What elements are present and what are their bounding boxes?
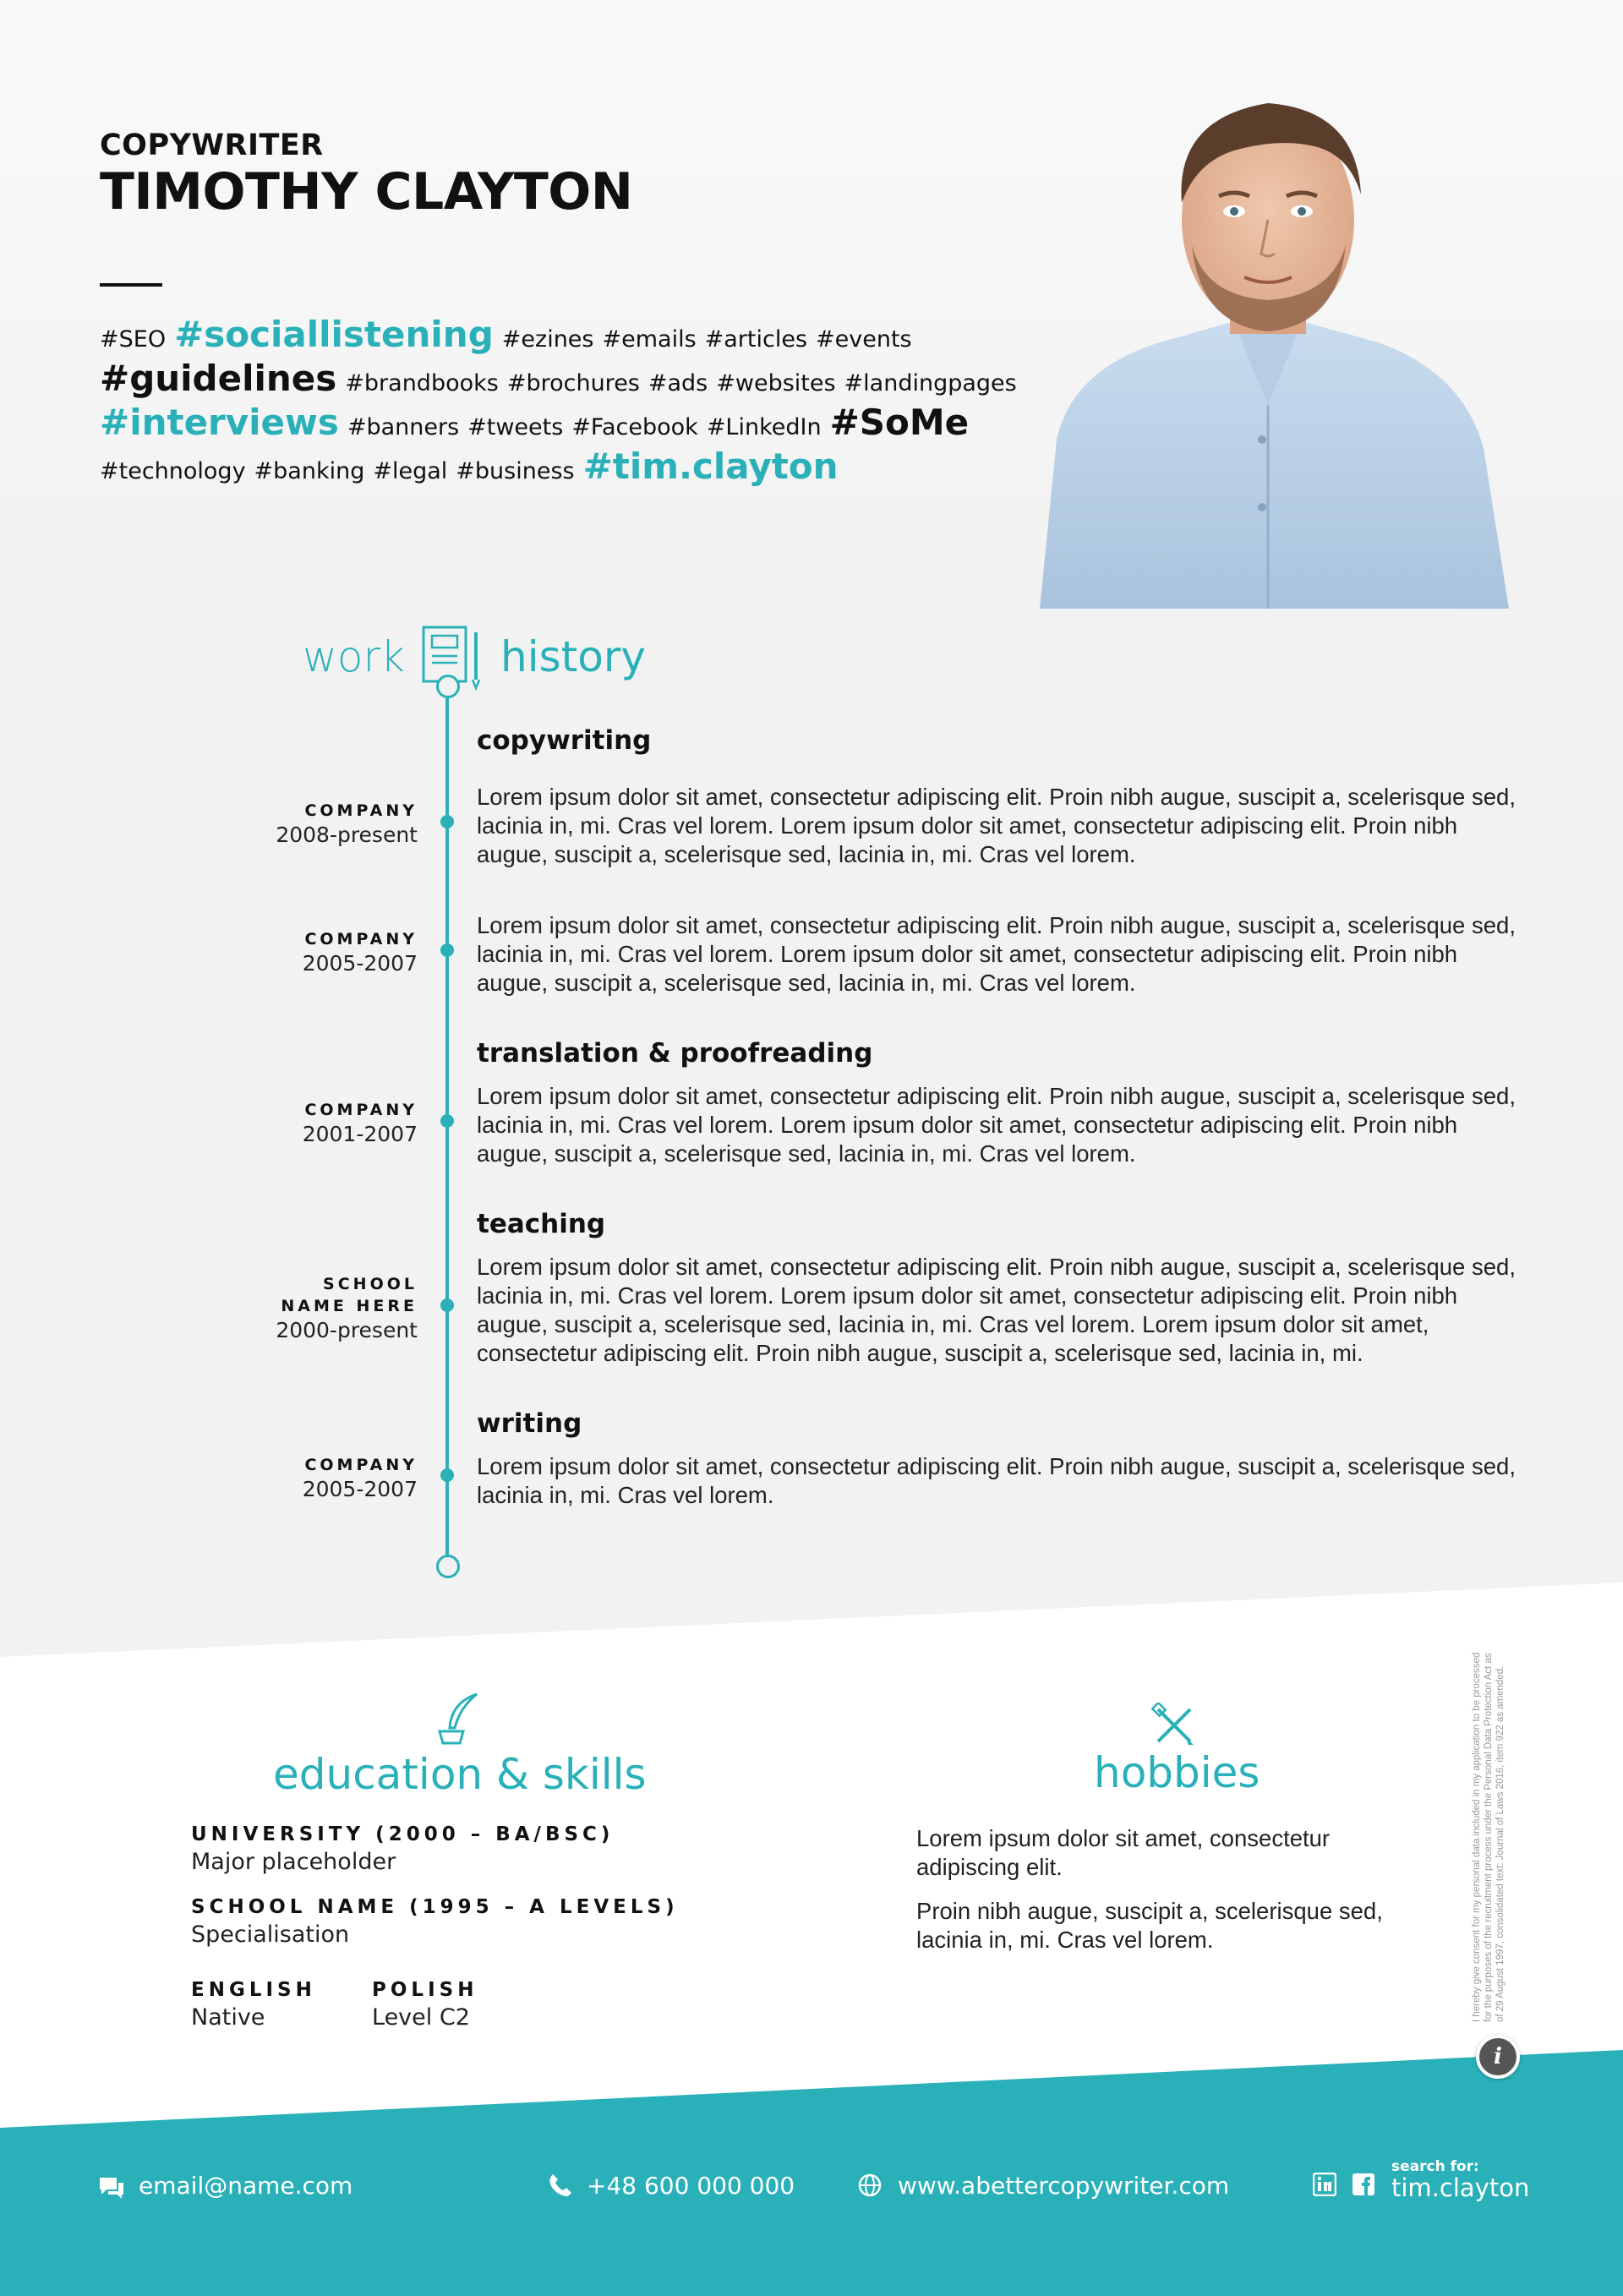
hashtag: #emails [602, 326, 697, 353]
timeline-dot [440, 943, 454, 957]
education-value: Major placeholder [191, 1849, 396, 1875]
timeline-dot [440, 815, 454, 828]
language-level: Level C2 [372, 2004, 470, 2031]
timeline-dot [440, 1468, 454, 1482]
tag-line [100, 401, 1030, 445]
entry-org-label: NAME HERE [281, 1297, 418, 1315]
hashtag: #business [456, 458, 575, 484]
entry-description: Lorem ipsum dolor sit amet, consectetur adipiscing elit. Proin nibh augue, suscipit a, scelerisque sed, lacinia in, mi. Cras vel lorem. Lorem ipsum dolor sit amet, consectetur adipiscing elit. Proin nibh augue, suscipit a, scelerisque sed, lacinia in, mi. Cras vel lorem. [477, 1083, 1516, 1167]
footer-phone[interactable]: +48 600 000 000 [587, 2172, 795, 2200]
entry-meta [303, 1454, 418, 1503]
hashtag: #ads [648, 370, 708, 396]
hashtag: #SEO [100, 326, 167, 353]
education-value: Specialisation [191, 1922, 350, 1948]
timeline-start-ring [436, 675, 460, 698]
hashtag: #brochures [506, 370, 640, 396]
facebook-icon[interactable] [1352, 2173, 1375, 2196]
entry-years: 2005-2007 [302, 951, 418, 976]
chat-icon [98, 2176, 125, 2200]
entry-org-label: SCHOOL [323, 1275, 418, 1293]
tag-line [100, 313, 1030, 357]
language-polish [372, 1976, 478, 2032]
hobbies-paragraph: Proin nibh augue, suscipit a, scelerisque sed, lacinia in, mi. Cras vel lorem. [916, 1898, 1383, 1953]
category-writing: writing [477, 1408, 582, 1439]
entry-meta [276, 1273, 418, 1344]
entry-description: Lorem ipsum dolor sit amet, consectetur adipiscing elit. Proin nibh augue, suscipit a, scelerisque sed, lacinia in, mi. Cras vel lorem. Lorem ipsum dolor sit amet, consectetur adipiscing elit. Proin nibh augue, suscipit a, scelerisque sed, lacinia in, mi. Cras vel lorem. [477, 912, 1516, 996]
hashtag: #brandbooks [345, 370, 499, 396]
linkedin-icon[interactable] [1313, 2173, 1336, 2196]
full-name: TIMOTHY CLAYTON [100, 162, 633, 221]
tag-line [100, 445, 1030, 489]
tools-icon [1151, 1703, 1197, 1748]
hashtag: #Facebook [571, 414, 698, 440]
entry-years: 2001-2007 [302, 1122, 418, 1146]
entry-org-label: COMPANY [304, 930, 418, 948]
entry-meta [303, 1099, 418, 1148]
globe-icon [857, 2173, 883, 2198]
language-label: POLISH [372, 1979, 478, 2001]
entry-description: Lorem ipsum dolor sit amet, consectetur adipiscing elit. Proin nibh augue, suscipit a, scelerisque sed, lacinia in, mi. Cras vel lorem. Lorem ipsum dolor sit amet, consectetur adipiscing elit. Proin nibh augue, suscipit a, scelerisque sed, lacinia in, mi. Cras vel lorem. [477, 784, 1516, 867]
entry-description: Lorem ipsum dolor sit amet, consectetur adipiscing elit. Proin nibh augue, suscipit a, scelerisque sed, lacinia in, mi. Cras vel lorem. Lorem ipsum dolor sit amet, consectetur adipiscing elit. Proin nibh augue, suscipit a, scelerisque sed, lacinia in, mi. Cras vel lorem. Lorem ipsum dolor sit amet, consectetur adipiscing elit. Proin nibh augue, suscipit a, scelerisque sed, lacinia in, mi. [477, 1254, 1516, 1366]
hashtag: #interviews [100, 402, 339, 443]
category-copywriting: copywriting [477, 725, 652, 756]
education-item [191, 1821, 614, 1877]
hashtag: #websites [716, 370, 836, 396]
hashtag: #tweets [467, 414, 564, 440]
data-consent-clause: I hereby give consent for my personal data included in my application to be processed for the purposes of the recruitment process under the Personal Data Protection Act as of 29 August 1997, consolidated text: Journal of Laws 2016, item 922 as amended. [1472, 1652, 1506, 2022]
entry-org-label: COMPANY [304, 1101, 418, 1119]
timeline-end-ring [436, 1555, 460, 1578]
hashtag: #tim.clayton [582, 446, 839, 487]
hashtag: #events [816, 326, 912, 353]
hashtag: #SoMe [829, 402, 970, 443]
job-title: COPYWRITER [100, 128, 324, 162]
footer-email[interactable]: email@name.com [139, 2172, 353, 2200]
work-history-title-right: history [500, 632, 646, 681]
work-history-title-left: work [303, 632, 405, 681]
hashtag: #banking [254, 458, 365, 484]
entry-years: 2000-present [276, 1318, 418, 1342]
entry-meta [303, 928, 418, 977]
portrait-photo [1023, 85, 1513, 609]
hobbies-title: hobbies [1094, 1748, 1260, 1797]
category-translation: translation & proofreading [477, 1038, 873, 1069]
entry-org-label: COMPANY [304, 1456, 418, 1474]
tag-line [100, 357, 1030, 401]
footer-website[interactable]: www.abettercopywriter.com [898, 2172, 1230, 2200]
entry-meta [276, 800, 418, 849]
hashtag: #guidelines [100, 358, 337, 399]
education-label: UNIVERSITY (2000 – BA/BSC) [191, 1823, 615, 1845]
entry-years: 2008-present [276, 823, 418, 847]
entry-org-label: COMPANY [304, 801, 418, 820]
search-label: search for: [1391, 2158, 1479, 2175]
entry-years: 2005-2007 [302, 1477, 418, 1501]
language-level: Native [191, 2004, 265, 2031]
education-title: education & skills [273, 1750, 647, 1799]
phone-icon [548, 2173, 573, 2198]
hashtag: #technology [100, 458, 246, 484]
quill-icon [434, 1691, 482, 1747]
education-label: SCHOOL NAME (1995 – A LEVELS) [191, 1896, 679, 1918]
hashtag: #legal [373, 458, 448, 484]
category-teaching: teaching [477, 1209, 606, 1239]
education-item [191, 1894, 679, 1949]
timeline-dot [440, 1298, 454, 1312]
entry-description: Lorem ipsum dolor sit amet, consectetur adipiscing elit. Proin nibh augue, suscipit a, scelerisque sed, lacinia in, mi. Cras vel lorem. [477, 1453, 1516, 1508]
hashtag: #sociallistening [174, 314, 494, 355]
hashtag: #articles [704, 326, 808, 353]
language-english [191, 1976, 316, 2032]
hashtag: #banners [347, 414, 460, 440]
language-label: ENGLISH [191, 1979, 316, 2001]
hashtag: #LinkedIn [706, 414, 822, 440]
hashtag-cloud [100, 313, 1030, 489]
hashtag: #landingpages [844, 370, 1017, 396]
timeline-dot [440, 1114, 454, 1128]
search-handle[interactable]: tim.clayton [1391, 2173, 1530, 2202]
hobbies-paragraph: Lorem ipsum dolor sit amet, consectetur adipiscing elit. [916, 1825, 1331, 1880]
info-icon[interactable]: i [1476, 2035, 1520, 2079]
hashtag: #ezines [501, 326, 594, 353]
name-divider [100, 283, 162, 287]
